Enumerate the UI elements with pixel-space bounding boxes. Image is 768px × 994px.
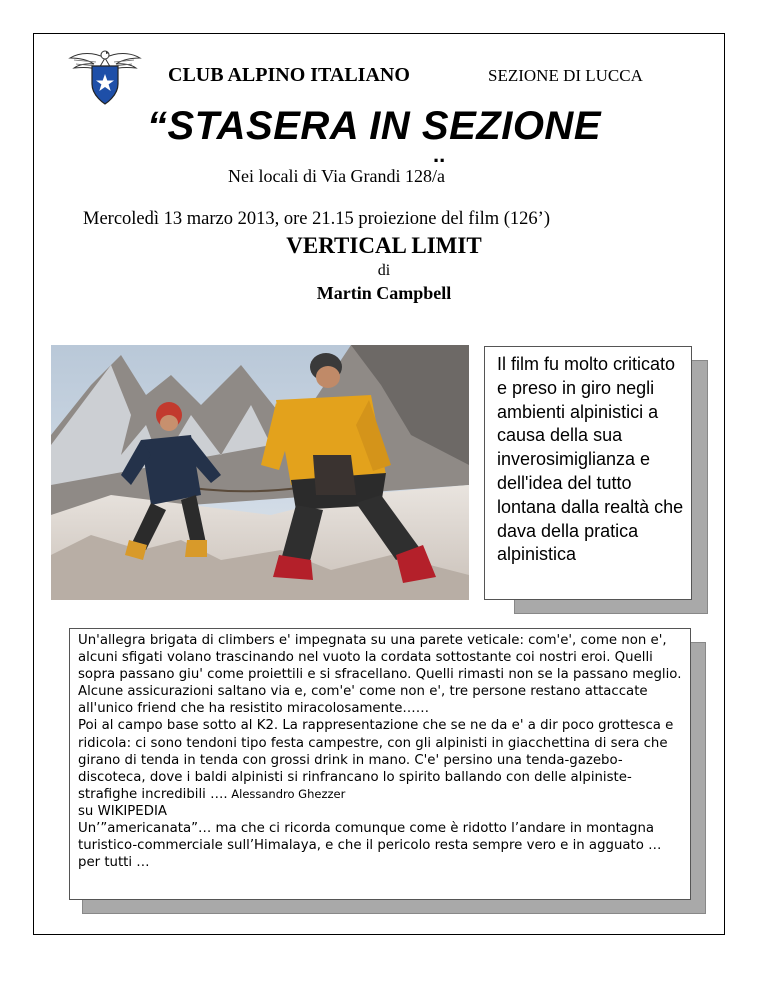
film-still-photo — [51, 345, 469, 600]
film-title: VERTICAL LIMIT — [286, 233, 482, 258]
headline: “STASERA IN SEZIONE — [147, 104, 601, 148]
venue-address: Nei locali di Via Grandi 128/a — [228, 166, 446, 186]
criticism-quote-box: Il film fu molto criticato e preso in giro negli ambienti alpinistici a causa della sua inverosimiglianza e dell'idea del tutto lontana dalla realtà che dava della pratica alpinistica — [484, 346, 692, 600]
cai-eagle-logo-icon — [68, 44, 142, 108]
film-description-box — [69, 628, 691, 900]
event-line: Mercoledì 13 marzo 2013, ore 21.15 proiezione del film (126’) — [83, 209, 550, 229]
source-label: su WIKIPEDIA — [78, 803, 167, 819]
author-name: Alessandro Ghezzer — [227, 786, 346, 801]
description-paragraph: Un’”americanata”… ma che ci ricorda comunque come è ridotto l’andare in montagna turistico-commerciale sull’Himalaya, e che il pericolo resta sempre vero e in agguato … per tutti … — [78, 821, 662, 871]
description-paragraph: Un'allegra brigata di climbers e' impegnata su una parete veticale: com'e', come non e', alcuni sfigati volano trascinando nel vuoto la cordata sottostante coi nostri eroi. Quelli sopra passano giu' come proiettili e si sfracellano. Quelli rimasti non se la passano meglio. Alcune assicurazioni saltano via e, com'e' come non e', tre persone restano attaccate all'unico friend che ha resistito miracolosamente…… — [78, 633, 682, 717]
director-name: Martin Campbell — [316, 283, 452, 303]
by-label: di — [377, 262, 391, 279]
headline-dots: .. — [433, 142, 446, 167]
section-name: SEZIONE DI LUCCA — [488, 66, 643, 85]
club-name: CLUB ALPINO ITALIANO — [168, 64, 410, 86]
description-paragraph: Poi al campo base sotto al K2. La rappresentazione che se ne da e' a dir poco grottesca e ridicola: ci sono tendoni tipo festa campestre, con gli alpinisti in giacchettina di sera che girano di tenda in tenda con grossi drink in mano. C'e' persino una tenda-gazebo-discoteca, dove i baldi alpinisti si rinfrancano lo spirito ballando con delle alpiniste-strafighe incredibili …. Alessandro Ghezzer — [78, 718, 674, 802]
